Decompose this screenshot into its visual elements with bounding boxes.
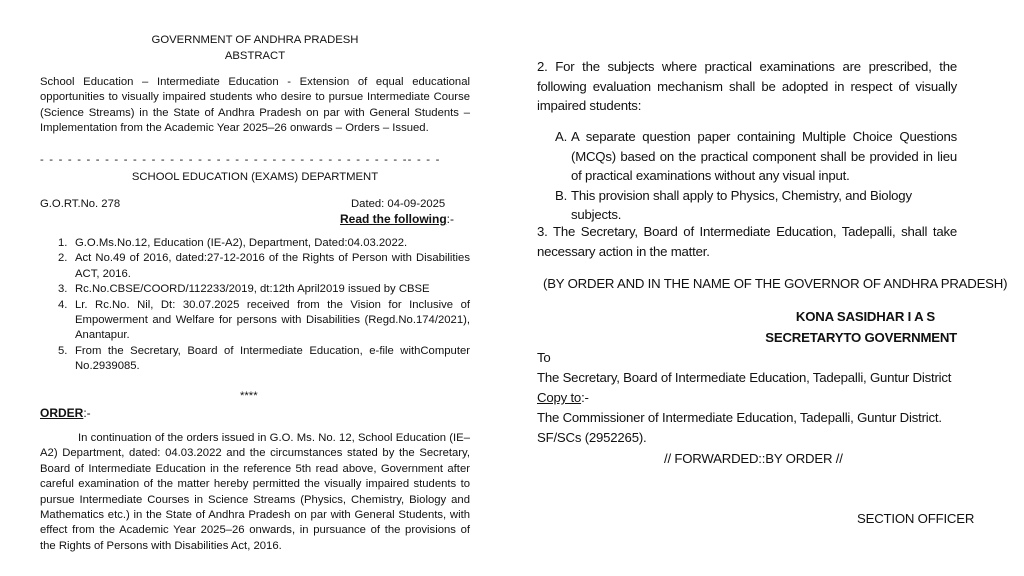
reference-text: Lr. Rc.No. Nil, Dt: 30.07.2025 received from the Vision for Inclusive of Empowerment and Welfare for persons with Disabilities (Regd.No.174/2021), Anantapur. — [75, 298, 470, 342]
reference-number: 4. — [58, 298, 68, 311]
reference-text: Rc.No.CBSE/COORD/112233/2019, dt:12th April2019 issued by CBSE — [75, 283, 430, 296]
reference-number: 5. — [58, 344, 68, 357]
department-name: SCHOOL EDUCATION (EXAMS) DEPARTMENT — [131, 171, 379, 183]
reference-text: G.O.Ms.No.12, Education (IE-A2), Department, Dated:04.03.2022. — [75, 237, 408, 249]
order-suffix: :- — [83, 406, 91, 420]
paragraph-3: 3. The Secretary, Board of Intermediate Education, Tadepalli, shall take necessary action in the matter. — [537, 224, 957, 259]
sf-scs: SF/SCs (2952265). — [537, 430, 647, 445]
copy-to-suffix: :- — [581, 390, 589, 405]
list-item — [40, 344, 470, 375]
by-order-line: (BY ORDER AND IN THE NAME OF THE GOVERNOR OF ANDHRA PRADESH) — [543, 276, 1008, 291]
go-date: Dated: 04-09-2025 — [351, 198, 446, 210]
list-item — [537, 186, 957, 225]
to-recipient: The Secretary, Board of Intermediate Education, Tadepalli, Guntur District — [537, 370, 952, 385]
to-label: To — [537, 350, 551, 365]
header-government: GOVERNMENT OF ANDHRA PRADESH — [151, 34, 359, 46]
order-heading — [40, 406, 91, 421]
read-following-label: Read the following — [340, 212, 447, 226]
signatory-name: KONA SASIDHAR I A S — [795, 309, 935, 324]
reference-text: Act No.49 of 2016, dated:27-12-2016 of the Rights of Person with Disabilities ACT, 2016. — [75, 252, 470, 280]
stars-separator: **** — [240, 390, 258, 402]
paragraph-2: 2. For the subjects where practical examinations are prescribed, the following evaluation mechanism shall be adopted in respect of visually impaired students: — [537, 59, 957, 113]
list-item — [40, 282, 470, 297]
sub-item-text: A separate question paper containing Multiple Choice Questions (MCQs) based on the practical component shall be provided in lieu of practical examinations without any visual input. — [571, 129, 957, 183]
order-label: ORDER — [40, 406, 84, 420]
read-following-suffix: :- — [446, 212, 455, 226]
list-item — [537, 127, 957, 186]
reference-text: From the Secretary, Board of Intermediate Education, e-file withComputer No.2939085. — [75, 344, 470, 373]
sub-item-mark: B. — [555, 187, 568, 203]
reference-number: 3. — [58, 283, 68, 296]
forwarded-line: // FORWARDED::BY ORDER // — [664, 451, 843, 466]
reference-number: 2. — [58, 252, 68, 265]
sub-item-text: This provision shall apply to Physics, Chemistry, and Biology subjects. — [571, 187, 912, 222]
copy-recipient: The Commissioner of Intermediate Education, Tadepalli, Guntur District. — [537, 410, 942, 425]
evaluation-sub-list — [537, 127, 957, 225]
list-item — [40, 236, 470, 251]
list-item — [40, 298, 470, 344]
abstract-subject: School Education – Intermediate Education - Extension of equal educational opportunities to visually impaired students who desire to pursue Intermediate Course (Science Streams) in the State of Andhra Pradesh on par with General Students – Implementation from the Academic Year 2025–26 onwards – Orders – Issued. — [40, 76, 470, 135]
section-officer: SECTION OFFICER — [857, 511, 975, 526]
signatory-title: SECRETARYTO GOVERNMENT — [765, 330, 957, 345]
order-paragraph: In continuation of the orders issued in G.O. Ms. No. 12, School Education (IE–A2) Department, dated: 04.03.2022 and the circumstances stated by the Secretary, Board of Intermediate Education in the reference 5th read above, Government after careful examination of the matter hereby permitted the visually impaired students to pursue Intermediate Courses in Science Streams (Physics, Chemistry, Biology and Mathematics etc.) in the State of Andhra Pradesh on par with General Students, with effect from the Academic Year 2025–26 onwards, in pursuance of the provisions of the Rights of Persons with Disabilities Act, 2016. — [40, 432, 470, 552]
reference-number: 1. — [58, 237, 68, 249]
read-following-heading — [340, 212, 454, 227]
reference-list — [40, 236, 470, 375]
header-abstract: ABSTRACT — [224, 50, 286, 62]
go-number: G.O.RT.No. 278 — [40, 198, 121, 210]
list-item — [40, 251, 470, 282]
sub-item-mark: A. — [555, 129, 568, 144]
copy-to-heading — [537, 388, 589, 408]
copy-to-label: Copy to — [537, 390, 582, 405]
divider-line: - - - - - - - - - - - - - - - - - - - - - - - - - - - - - - - - - - - - - - - -- - - - — [40, 154, 441, 166]
